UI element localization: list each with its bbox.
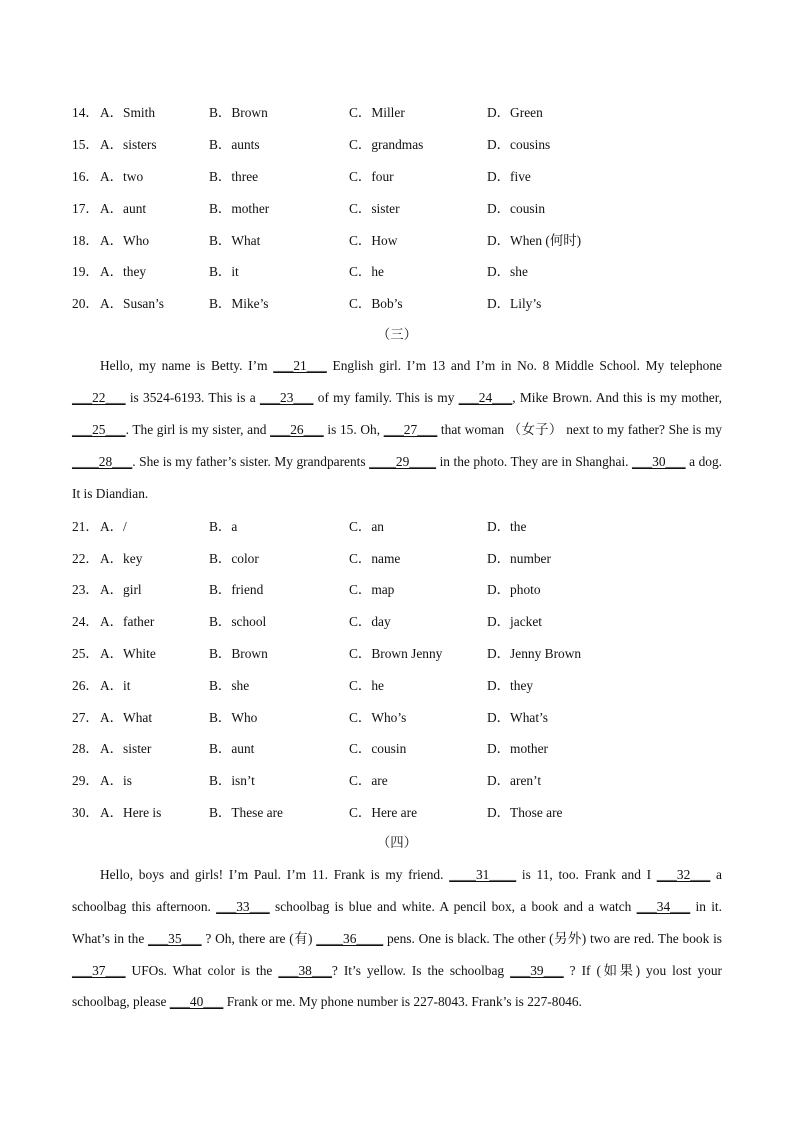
option-b: B．color bbox=[209, 550, 259, 566]
option-a: A．What bbox=[100, 709, 153, 725]
option-d: D．the bbox=[487, 518, 527, 534]
option-d: D．Jenny Brown bbox=[487, 645, 582, 661]
question-number: 26． bbox=[72, 677, 99, 693]
question-row bbox=[72, 573, 722, 605]
question-row bbox=[72, 796, 722, 828]
passage-text: Hello, my name is Betty. I’m bbox=[100, 358, 274, 374]
option-c: C．Miller bbox=[349, 105, 405, 121]
option-d: D．she bbox=[487, 264, 528, 280]
question-row bbox=[72, 223, 722, 255]
option-a: A．it bbox=[100, 677, 131, 693]
passage-text: a schoolbag this afternoon. bbox=[72, 867, 722, 914]
passage-text: . She is my father’s sister. My grandparents bbox=[132, 453, 370, 469]
option-d: D．photo bbox=[487, 582, 541, 598]
blank-22: ___22___ bbox=[72, 390, 126, 406]
passage-text: that woman （女子） next to my father? She is my bbox=[437, 421, 723, 437]
blank-36: ____36____ bbox=[316, 930, 384, 946]
passage-text: Hello, boys and girls! I’m Paul. I’m 11. Frank is my friend. bbox=[100, 867, 450, 883]
option-b: B．mother bbox=[209, 200, 270, 216]
question-row bbox=[72, 732, 722, 764]
passage-text: in the photo. They are in Shanghai. bbox=[436, 453, 633, 469]
passage-text: Frank or me. My phone number is 227-8043. Frank’s is 227-8046. bbox=[223, 994, 582, 1010]
question-number: 16． bbox=[72, 168, 99, 184]
option-b: B．friend bbox=[209, 582, 264, 598]
cloze-passage-3 bbox=[72, 350, 722, 509]
option-a: A．Here is bbox=[100, 804, 162, 820]
question-number: 19． bbox=[72, 264, 99, 280]
blank-40: ___40___ bbox=[169, 994, 224, 1010]
option-b: B．aunt bbox=[209, 741, 255, 757]
question-number: 25． bbox=[72, 645, 99, 661]
passage-text: in it. What’s in the bbox=[72, 898, 722, 946]
passage-text: ? Oh, there are (有) bbox=[201, 930, 317, 946]
question-block-21-30 bbox=[72, 509, 722, 827]
blank-37: ___37___ bbox=[72, 962, 126, 978]
option-a: A．sisters bbox=[100, 137, 157, 153]
question-number: 18． bbox=[72, 232, 99, 248]
question-row bbox=[72, 605, 722, 637]
option-c: C．he bbox=[349, 677, 384, 693]
option-d: D．aren’t bbox=[487, 773, 542, 789]
option-c: C．he bbox=[349, 264, 384, 280]
option-d: D．What’s bbox=[487, 709, 548, 725]
passage-text: , Mike Brown. And this is my mother, bbox=[512, 390, 722, 406]
blank-23: ___23___ bbox=[259, 390, 314, 406]
passage-text: ? It’s yellow. Is the schoolbag bbox=[331, 962, 511, 978]
blank-21: ___21___ bbox=[273, 358, 327, 374]
option-a: A．White bbox=[100, 645, 156, 661]
option-a: A．girl bbox=[100, 582, 142, 598]
question-row bbox=[72, 668, 722, 700]
section-heading-4: （四） bbox=[376, 835, 418, 851]
option-c: C．Who’s bbox=[349, 709, 407, 725]
option-c: C．an bbox=[349, 518, 384, 534]
option-b: B．What bbox=[209, 232, 261, 248]
option-b: B．she bbox=[209, 677, 250, 693]
option-d: D．mother bbox=[487, 741, 548, 757]
passage-text: is 11, too. Frank and I bbox=[516, 867, 657, 883]
passage-text: schoolbag is blue and white. A pencil box, a book and a watch bbox=[269, 898, 637, 914]
option-a: A．aunt bbox=[100, 200, 147, 216]
blank-24: ___24___ bbox=[458, 390, 513, 406]
option-d: D．Those are bbox=[487, 804, 563, 820]
question-number: 24． bbox=[72, 614, 99, 630]
option-a: A．they bbox=[100, 264, 147, 280]
passage-text: . The girl is my sister, and bbox=[125, 421, 271, 437]
question-row bbox=[72, 541, 722, 573]
option-c: C．grandmas bbox=[349, 137, 424, 153]
question-row bbox=[72, 637, 722, 669]
option-b: B．Brown bbox=[209, 105, 268, 121]
option-a: A．is bbox=[100, 773, 132, 789]
option-c: C．name bbox=[349, 550, 401, 566]
cloze-passage-4 bbox=[72, 859, 722, 1018]
blank-34: ___34___ bbox=[636, 898, 691, 914]
blank-33: ___33___ bbox=[216, 898, 270, 914]
option-d: D．they bbox=[487, 677, 534, 693]
option-b: B．a bbox=[209, 518, 238, 534]
option-a: A．Who bbox=[100, 232, 150, 248]
question-number: 15． bbox=[72, 137, 99, 153]
option-a: A．father bbox=[100, 614, 155, 630]
blank-38: ___38___ bbox=[278, 962, 332, 978]
option-a: A．two bbox=[100, 168, 144, 184]
question-row bbox=[72, 764, 722, 796]
question-number: 21． bbox=[72, 518, 99, 534]
blank-27: ___27___ bbox=[383, 421, 438, 437]
question-row bbox=[72, 96, 722, 128]
passage-text: is 3524-6193. This is a bbox=[125, 390, 260, 406]
blank-32: ___32___ bbox=[656, 867, 711, 883]
passage-text: ? If (如果) you lost your schoolbag, please bbox=[72, 962, 722, 1010]
blank-35: ___35___ bbox=[148, 930, 202, 946]
question-row bbox=[72, 160, 722, 192]
option-c: C．map bbox=[349, 582, 395, 598]
question-number: 29． bbox=[72, 773, 99, 789]
option-b: B．Mike’s bbox=[209, 296, 269, 312]
option-c: C．How bbox=[349, 232, 398, 248]
question-number: 27． bbox=[72, 709, 99, 725]
option-d: D．jacket bbox=[487, 614, 543, 630]
blank-29: ____29____ bbox=[369, 453, 437, 469]
question-block-14-20 bbox=[72, 96, 722, 319]
option-c: C．four bbox=[349, 168, 394, 184]
option-b: B．Brown bbox=[209, 645, 268, 661]
passage-text: is 15. Oh, bbox=[323, 421, 384, 437]
passage-text: English girl. I’m 13 and I’m in No. 8 Middle School. My telephone bbox=[326, 358, 722, 374]
blank-39: ___39___ bbox=[510, 962, 564, 978]
question-row bbox=[72, 255, 722, 287]
question-number: 22． bbox=[72, 550, 99, 566]
option-b: B．These are bbox=[209, 804, 283, 820]
option-a: A．Susan’s bbox=[100, 296, 164, 312]
question-row bbox=[72, 191, 722, 223]
blank-28: ____28___ bbox=[72, 453, 133, 469]
question-number: 20． bbox=[72, 296, 99, 312]
question-row bbox=[72, 509, 722, 541]
blank-31: ____31____ bbox=[449, 867, 517, 883]
option-d: D．cousins bbox=[487, 137, 551, 153]
blank-25: ___25___ bbox=[72, 421, 126, 437]
option-c: C．Here are bbox=[349, 804, 418, 820]
passage-text: of my family. This is my bbox=[313, 390, 459, 406]
option-c: C．day bbox=[349, 614, 391, 630]
option-a: A．key bbox=[100, 550, 143, 566]
blank-30: ___30___ bbox=[632, 453, 686, 469]
option-d: D．Lily’s bbox=[487, 296, 542, 312]
question-number: 14． bbox=[72, 105, 99, 121]
worksheet-page bbox=[72, 96, 722, 1018]
section-heading-3: （三） bbox=[376, 326, 418, 342]
option-a: A．Smith bbox=[100, 105, 156, 121]
option-c: C．cousin bbox=[349, 741, 407, 757]
passage-text: UFOs. What color is the bbox=[125, 962, 279, 978]
option-a: A．sister bbox=[100, 741, 152, 757]
question-row bbox=[72, 287, 722, 319]
option-c: C．Brown Jenny bbox=[349, 645, 443, 661]
passage-text: pens. One is black. The other (另外) two are red. The book is bbox=[383, 930, 722, 946]
option-b: B．Who bbox=[209, 709, 258, 725]
option-d: D．When (何时) bbox=[487, 232, 582, 248]
option-d: D．cousin bbox=[487, 200, 546, 216]
question-row bbox=[72, 700, 722, 732]
blank-26: ___26___ bbox=[270, 421, 324, 437]
question-number: 23． bbox=[72, 582, 99, 598]
option-a: A．/ bbox=[100, 518, 127, 534]
option-c: C．are bbox=[349, 773, 388, 789]
question-number: 30． bbox=[72, 804, 99, 820]
option-b: B．school bbox=[209, 614, 267, 630]
option-b: B．it bbox=[209, 264, 239, 280]
passage-text: a dog. It is Diandian. bbox=[72, 453, 722, 501]
option-b: B．aunts bbox=[209, 137, 260, 153]
option-c: C．sister bbox=[349, 200, 400, 216]
question-row bbox=[72, 128, 722, 160]
option-d: D．Green bbox=[487, 105, 543, 121]
option-d: D．number bbox=[487, 550, 551, 566]
question-number: 17． bbox=[72, 200, 99, 216]
question-number: 28． bbox=[72, 741, 99, 757]
option-c: C．Bob’s bbox=[349, 296, 403, 312]
option-d: D．five bbox=[487, 168, 531, 184]
option-b: B．three bbox=[209, 168, 259, 184]
option-b: B．isn’t bbox=[209, 773, 255, 789]
